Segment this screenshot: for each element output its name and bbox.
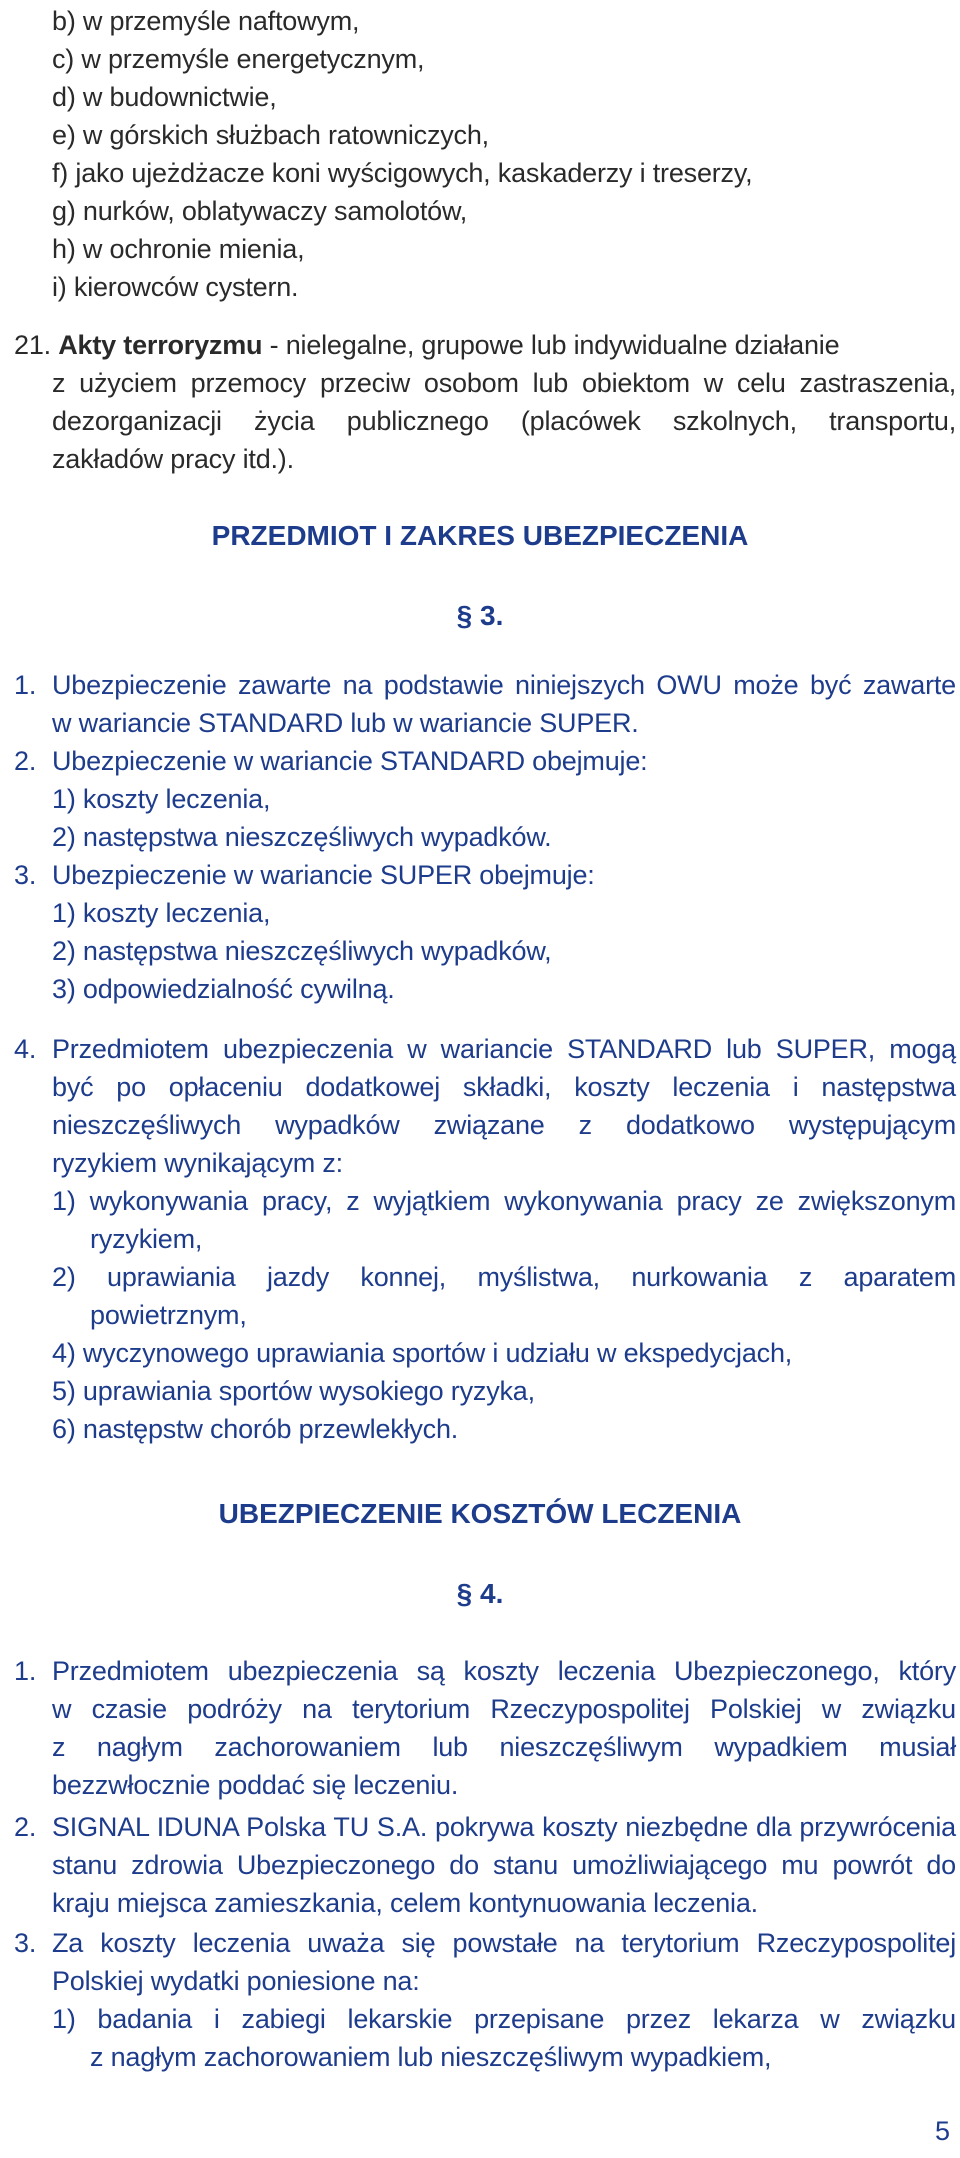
sub-item: 1) badania i zabiegi lekarskie przepisane przez lekarza w związku bbox=[52, 2004, 956, 2034]
item-text: SIGNAL IDUNA Polska TU S.A. pokrywa koszty niezbędne dla przywrócenia bbox=[52, 1812, 956, 1842]
item-text: Ubezpieczenie w wariancie STANDARD obejmuje: bbox=[52, 746, 648, 776]
sub-item: 2) uprawiania jazdy konnej, myślistwa, nurkowania z aparatem bbox=[52, 1262, 956, 1292]
sub-item: 5) uprawiania sportów wysokiego ryzyka, bbox=[52, 1376, 535, 1406]
list-item: c) w przemyśle energetycznym, bbox=[52, 44, 425, 74]
item-number: 1. bbox=[14, 670, 37, 700]
list-item: i) kierowców cystern. bbox=[52, 272, 299, 302]
list-item: d) w budownictwie, bbox=[52, 82, 277, 112]
sub-item: 2) następstwa nieszczęśliwych wypadków. bbox=[52, 822, 552, 852]
item-text: Za koszty leczenia uważa się powstałe na terytorium Rzeczypospolitej bbox=[52, 1928, 956, 1958]
item-text: kraju miejsca zamieszkania, celem kontynuowania leczenia. bbox=[52, 1888, 758, 1918]
list-item: b) w przemyśle naftowym, bbox=[52, 6, 360, 36]
item-text: Przedmiotem ubezpieczenia są koszty leczenia Ubezpieczonego, który bbox=[52, 1656, 956, 1686]
item-text: Ubezpieczenie zawarte na podstawie niniejszych OWU może być zawarte bbox=[52, 670, 956, 700]
paragraph-number: § 4. bbox=[456, 1578, 504, 1609]
item-number: 2. bbox=[14, 746, 37, 776]
list-item: g) nurków, oblatywaczy samolotów, bbox=[52, 196, 468, 226]
list-item: f) jako ujeżdżacze koni wyścigowych, kaskaderzy i treserzy, bbox=[52, 158, 753, 188]
list-item: e) w górskich służbach ratowniczych, bbox=[52, 120, 489, 150]
item-number: 3. bbox=[14, 860, 37, 890]
sub-item: z nagłym zachorowaniem lub nieszczęśliwym wypadkiem, bbox=[90, 2042, 772, 2072]
sub-item: 1) koszty leczenia, bbox=[52, 898, 271, 928]
sub-item: ryzykiem, bbox=[90, 1224, 203, 1254]
item-text: Polskiej wydatki poniesione na: bbox=[52, 1966, 420, 1996]
item-text: w wariancie STANDARD lub w wariancie SUPER. bbox=[52, 708, 639, 738]
paragraph-number: § 3. bbox=[456, 600, 504, 631]
item-text: być po opłaceniu dodatkowej składki, koszty leczenia i następstwa bbox=[52, 1072, 956, 1102]
sub-item: 1) wykonywania pracy, z wyjątkiem wykonywania pracy ze zwiększonym bbox=[52, 1186, 956, 1216]
sub-item: 1) koszty leczenia, bbox=[52, 784, 271, 814]
definition-term: Akty terroryzmu bbox=[58, 330, 263, 360]
sub-item: 2) następstwa nieszczęśliwych wypadków, bbox=[52, 936, 552, 966]
definition-text: - nielegalne, grupowe lub indywidualne działanie bbox=[262, 330, 840, 360]
section-heading: PRZEDMIOT I ZAKRES UBEZPIECZENIA bbox=[211, 520, 749, 551]
item-text: bezzwłocznie poddać się leczeniu. bbox=[52, 1770, 459, 1800]
definition-number: 21. bbox=[14, 330, 51, 360]
item-number: 3. bbox=[14, 1928, 37, 1958]
item-number: 4. bbox=[14, 1034, 37, 1064]
definition-21 bbox=[14, 326, 956, 364]
list-item: h) w ochronie mienia, bbox=[52, 234, 305, 264]
item-text: stanu zdrowia Ubezpieczonego do stanu umożliwiającego mu powrót do bbox=[52, 1850, 956, 1880]
item-number: 1. bbox=[14, 1656, 37, 1686]
item-text: ryzykiem wynikającym z: bbox=[52, 1148, 343, 1178]
item-text: Przedmiotem ubezpieczenia w wariancie STANDARD lub SUPER, mogą bbox=[52, 1034, 956, 1064]
page-number: 5 bbox=[934, 2116, 950, 2146]
definition-line: dezorganizacji życia publicznego (placówek szkolnych, transportu, bbox=[52, 406, 956, 436]
item-text: Ubezpieczenie w wariancie SUPER obejmuje: bbox=[52, 860, 595, 890]
definition-line: zakładów pracy itd.). bbox=[52, 444, 294, 474]
item-text: nieszczęśliwych wypadków związane z dodatkowo występującym bbox=[52, 1110, 956, 1140]
item-text: w czasie podróży na terytorium Rzeczypospolitej Polskiej w związku bbox=[52, 1694, 956, 1724]
sub-item: 4) wyczynowego uprawiania sportów i udziału w ekspedycjach, bbox=[52, 1338, 793, 1368]
definition-line: z użyciem przemocy przeciw osobom lub obiektom w celu zastraszenia, bbox=[52, 368, 956, 398]
sub-item: 3) odpowiedzialność cywilną. bbox=[52, 974, 395, 1004]
section-heading: UBEZPIECZENIE KOSZTÓW LECZENIA bbox=[218, 1498, 742, 1529]
sub-item: 6) następstw chorób przewlekłych. bbox=[52, 1414, 459, 1444]
item-number: 2. bbox=[14, 1812, 37, 1842]
sub-item: powietrznym, bbox=[90, 1300, 247, 1330]
item-text: z nagłym zachorowaniem lub nieszczęśliwym wypadkiem musiał bbox=[52, 1732, 956, 1762]
